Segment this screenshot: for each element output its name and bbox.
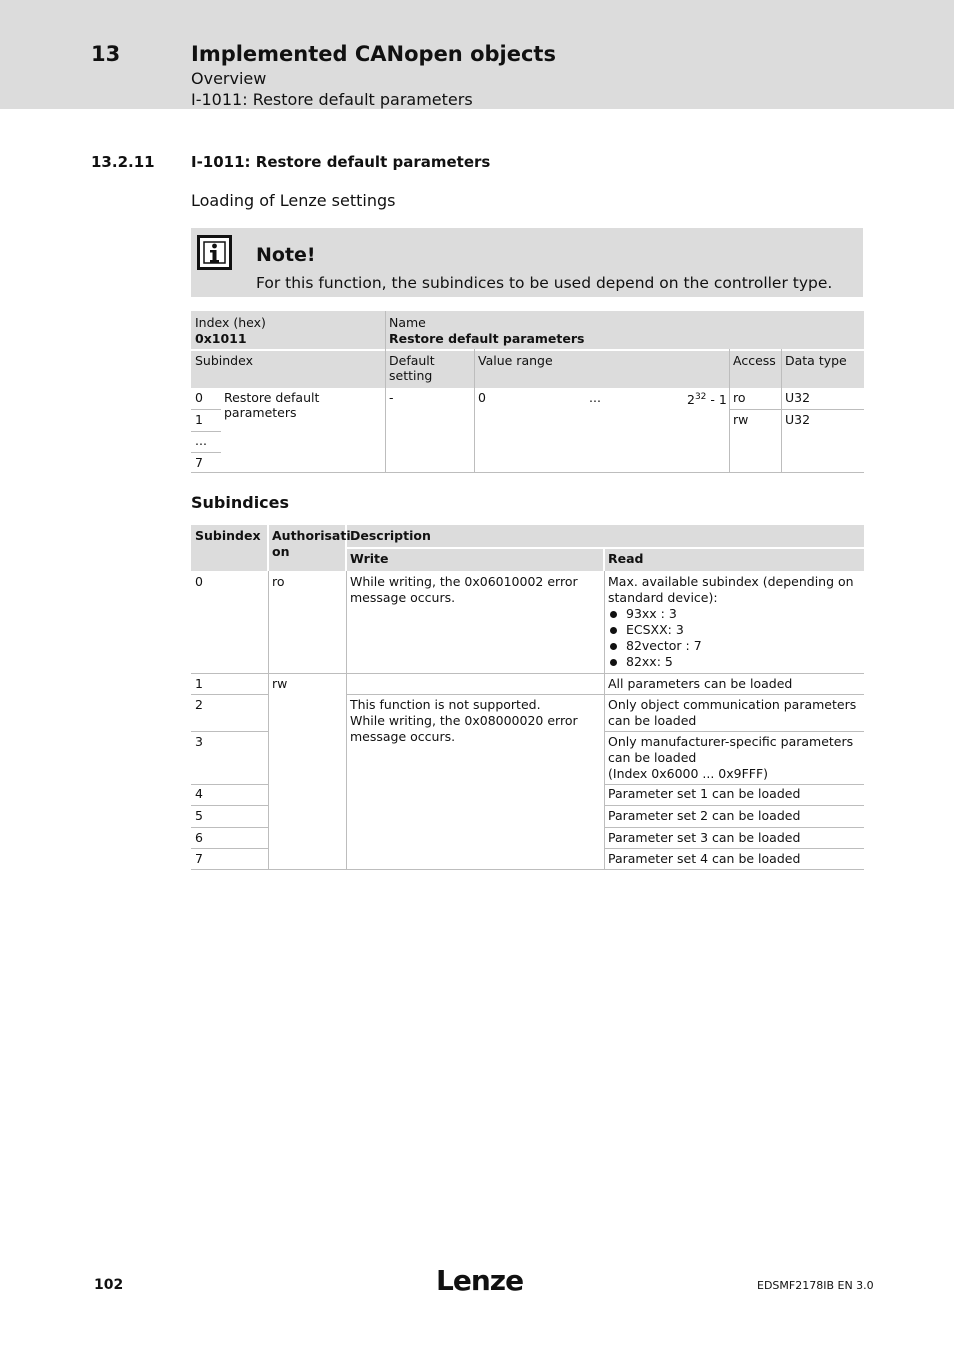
section-intro: Loading of Lenze settings [191, 191, 396, 210]
subindices-table [191, 525, 864, 870]
write-cell-unsupported: This function is not supported. While writing, the 0x08000020 error message occurs. [350, 697, 578, 744]
header-subtitle-topic: I-1011: Restore default parameters [191, 90, 473, 109]
vline [604, 571, 605, 870]
col-default-setting: Default setting [389, 353, 435, 383]
hline [604, 784, 864, 785]
subindex-row: ... [195, 433, 207, 448]
subindex-cell: 7 [195, 851, 203, 866]
device-list [608, 606, 860, 670]
subindex-cell: 2 [195, 697, 203, 712]
note-text: For this function, the subindices to be used depend on the controller type. [256, 274, 833, 292]
table-divider [346, 547, 864, 549]
col-read: Read [608, 551, 644, 566]
section-title: I-1011: Restore default parameters [191, 153, 491, 171]
subindex-cell: 4 [195, 786, 203, 801]
list-item: 93xx : 3 [608, 606, 860, 622]
col-subindex: Subindex [195, 528, 261, 543]
default-setting-value: - [389, 390, 394, 405]
page-number: 102 [94, 1277, 124, 1293]
hline [191, 827, 268, 828]
range-separator: ... [589, 390, 601, 405]
hline [729, 409, 864, 410]
read-cell: Only object communication parameters can be loaded [608, 697, 857, 728]
col-authorisation: Authorisati [272, 528, 351, 543]
chapter-number: 13 [91, 42, 121, 66]
subindices-heading: Subindices [191, 493, 290, 512]
read-cell: Parameter set 2 can be loaded [608, 808, 801, 823]
name-value: Restore default parameters [389, 331, 585, 346]
note-box [191, 228, 863, 297]
data-type-value: U32 [785, 390, 811, 405]
hline [346, 694, 864, 695]
hline [191, 784, 268, 785]
col-write: Write [350, 551, 389, 566]
table-divider [603, 547, 605, 571]
col-value-range: Value range [478, 353, 553, 368]
hline [604, 827, 864, 828]
table-divider [267, 525, 269, 571]
access-value: rw [733, 412, 749, 427]
subindex-row: 7 [195, 455, 203, 470]
header-subtitle-overview: Overview [191, 69, 267, 88]
object-table [191, 311, 864, 473]
authorisation-cell: ro [272, 574, 285, 589]
hline [191, 452, 221, 453]
info-icon [197, 235, 232, 270]
hline [604, 848, 864, 849]
hline [191, 805, 268, 806]
hline [191, 731, 268, 732]
col-data-type: Data type [785, 353, 847, 368]
name-label: Name [389, 315, 426, 330]
read-cell: All parameters can be loaded [608, 676, 793, 691]
col-authorisation-cont: on [272, 544, 290, 559]
col-subindex: Subindex [195, 353, 253, 368]
hline [191, 869, 864, 870]
hline [191, 694, 268, 695]
lenze-logo: Lenze [436, 1264, 524, 1297]
vline [474, 349, 475, 473]
vline [268, 571, 269, 870]
section-number: 13.2.11 [91, 153, 155, 171]
document-id: EDSMF2178IB EN 3.0 [757, 1279, 874, 1292]
vline [346, 571, 347, 870]
subindex-name: Restore default parameters [224, 390, 320, 420]
data-type-value: U32 [785, 412, 811, 427]
subindex-row: 0 [195, 390, 203, 405]
hline [191, 472, 864, 473]
hline [604, 731, 864, 732]
vline [385, 311, 386, 473]
hline [191, 409, 221, 410]
vline [781, 349, 782, 473]
read-cell: Max. available subindex (depending on standard device): 93xx : 3 ECSXX: 3 82vector : 7 82xx: 5 [608, 574, 860, 670]
table-divider [191, 349, 864, 351]
hline [191, 673, 864, 674]
range-min: 0 [478, 390, 486, 405]
col-access: Access [733, 353, 776, 368]
list-item: 82vector : 7 [608, 638, 860, 654]
col-description: Description [350, 528, 431, 543]
subindex-cell: 5 [195, 808, 203, 823]
index-value: 0x1011 [195, 331, 247, 346]
hline [191, 431, 221, 432]
subindex-cell: 6 [195, 830, 203, 845]
read-cell: Parameter set 3 can be loaded [608, 830, 801, 845]
write-cell: While writing, the 0x06010002 error message occurs. [350, 574, 578, 605]
read-cell: Parameter set 1 can be loaded [608, 786, 801, 801]
read-cell: Parameter set 4 can be loaded [608, 851, 801, 866]
read-cell: Only manufacturer-specific parameters can be loaded (Index 0x6000 ... 0x9FFF) [608, 734, 854, 781]
authorisation-cell: rw [272, 676, 288, 691]
list-item: 82xx: 5 [608, 654, 860, 670]
subindex-cell: 1 [195, 676, 203, 691]
hline [191, 848, 268, 849]
subindex-cell: 0 [195, 574, 203, 589]
subindex-cell: 3 [195, 734, 203, 749]
range-max: $2^{32} - 1$ [687, 392, 727, 408]
note-title: Note! [256, 244, 316, 266]
vline [729, 349, 730, 473]
chapter-title: Implemented CANopen objects [191, 42, 556, 66]
access-value: ro [733, 390, 746, 405]
index-label: Index (hex) [195, 315, 266, 330]
list-item: ECSXX: 3 [608, 622, 860, 638]
subindex-row: 1 [195, 412, 203, 427]
hline [604, 805, 864, 806]
